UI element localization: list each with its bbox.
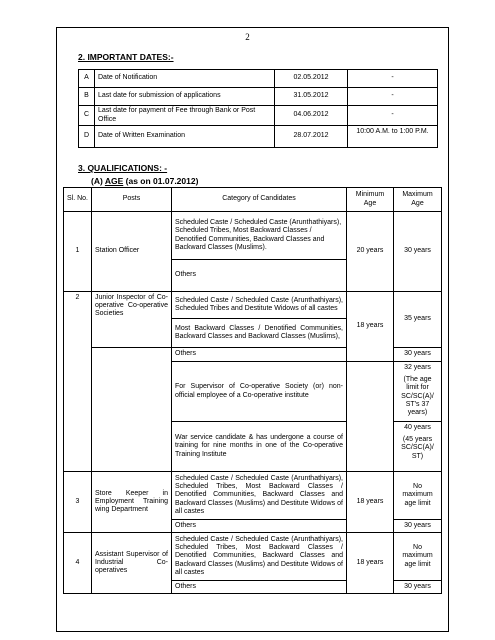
dates-date: 28.07.2012: [275, 126, 348, 148]
min-age: 20 years: [347, 212, 394, 292]
dates-label: Last date for submission of applications: [95, 88, 275, 106]
post-name: Store Keeper in Employment Training wing Department: [92, 472, 172, 533]
row-number: 4: [64, 533, 92, 594]
header-posts: Posts: [92, 188, 172, 212]
max-age: No maximum age limit: [394, 533, 442, 581]
dates-letter: C: [79, 106, 95, 126]
max-age: [394, 362, 442, 422]
category-text: For Supervisor of Co-operative Society (or) non-official employee of a Co-operative institute: [172, 362, 347, 422]
dates-date: 31.05.2012: [275, 88, 348, 106]
dates-time: -: [348, 88, 438, 106]
important-dates-table: [78, 69, 438, 148]
max-age: 30 years: [394, 520, 442, 533]
dates-row: [79, 126, 438, 148]
category-text: Scheduled Caste / Scheduled Caste (Arunthathiyars), Scheduled Tribes, Most Backward Classes / Denotified Communities, Backward Classes and Backward Classes (Muslims) and Destitute Widows of all castes: [172, 533, 347, 581]
category-text: Most Backward Classes / Denotified Communities, Backward Classes and Backward Classes (Muslims),: [172, 319, 347, 348]
table-header-row: [64, 188, 442, 212]
dates-row: [79, 88, 438, 106]
table-row: [64, 212, 442, 260]
dates-time: -: [348, 70, 438, 88]
dates-label: Last date for payment of Fee through Bank or Post Office: [95, 106, 275, 126]
dates-label: Date of Written Examination: [95, 126, 275, 148]
max-age: [394, 422, 442, 472]
category-text: Others: [172, 581, 347, 594]
category-text: Others: [172, 520, 347, 533]
dates-date: 04.06.2012: [275, 106, 348, 126]
row-number: 3: [64, 472, 92, 533]
header-sl-no: Sl. No.: [64, 188, 92, 212]
qualifications-heading: 3. QUALIFICATIONS: -: [78, 163, 168, 173]
category-text: Scheduled Caste / Scheduled Caste (Arunthathiyars), Scheduled Tribes and Destitute Widows of all castes: [172, 292, 347, 319]
post-name: Junior Inspector of Co-operative Co-operative Societies: [92, 292, 172, 348]
table-row: [64, 472, 442, 520]
header-category: Category of Candidates: [172, 188, 347, 212]
post-name: Assistant Supervisor of Industrial Co-operatives: [92, 533, 172, 594]
page-number: 2: [245, 32, 250, 42]
dates-time: -: [348, 106, 438, 126]
min-age: 18 years: [347, 472, 394, 533]
dates-time: 10:00 A.M. to 1:00 P.M.: [348, 126, 438, 148]
dates-letter: A: [79, 70, 95, 88]
header-max-age: Maximum Age: [394, 188, 442, 212]
dates-row: [79, 106, 438, 126]
max-age: 35 years: [394, 292, 442, 348]
min-age: 18 years: [347, 533, 394, 594]
category-text: Scheduled Caste / Scheduled Caste (Arunthathiyars), Scheduled Tribes, Most Backward Classes / Denotified Communities, Backward Classes and Backward Classes (Muslims).: [172, 212, 347, 260]
dates-row: [79, 70, 438, 88]
category-text: Others: [172, 260, 347, 292]
max-age: 30 years: [394, 581, 442, 594]
dates-letter: D: [79, 126, 95, 148]
row-number: 1: [64, 212, 92, 292]
post-name: Station Officer: [92, 212, 172, 292]
min-age: 18 years: [347, 292, 394, 362]
max-age: 30 years: [394, 348, 442, 362]
row-number: 2: [64, 292, 92, 472]
max-age-note: (The age limit for SC/SC(A)/ ST's 37 years): [401, 376, 434, 417]
post-blank: [92, 348, 172, 472]
header-min-age: Minimum Age: [347, 188, 394, 212]
age-subheading: (A) AGE (as on 01.07.2012): [91, 176, 199, 186]
category-text: Others: [172, 348, 347, 362]
table-row: [64, 292, 442, 319]
max-age-base: 32 years: [404, 364, 431, 371]
dates-label: Date of Notification: [95, 70, 275, 88]
table-row: [64, 533, 442, 581]
max-age-note: (45 years SC/SC(A)/ ST): [401, 436, 434, 460]
important-dates-heading: 2. IMPORTANT DATES:-: [78, 52, 174, 62]
age-table: [63, 187, 442, 594]
dates-letter: B: [79, 88, 95, 106]
min-blank: [347, 362, 394, 472]
category-text: Scheduled Caste / Scheduled Caste (Arunthathiyars), Scheduled Tribes, Most Backward Classes / Denotified Communities, Backward Classes and Backward Classes (Muslims) and Destitute Widows of all castes: [172, 472, 347, 520]
max-age: No maximum age limit: [394, 472, 442, 520]
max-age-base: 40 years: [404, 424, 431, 431]
category-text: War service candidate & has undergone a course of training for nine months in one of the Co-operative Training Institute: [172, 422, 347, 472]
max-age: 30 years: [394, 212, 442, 292]
dates-date: 02.05.2012: [275, 70, 348, 88]
